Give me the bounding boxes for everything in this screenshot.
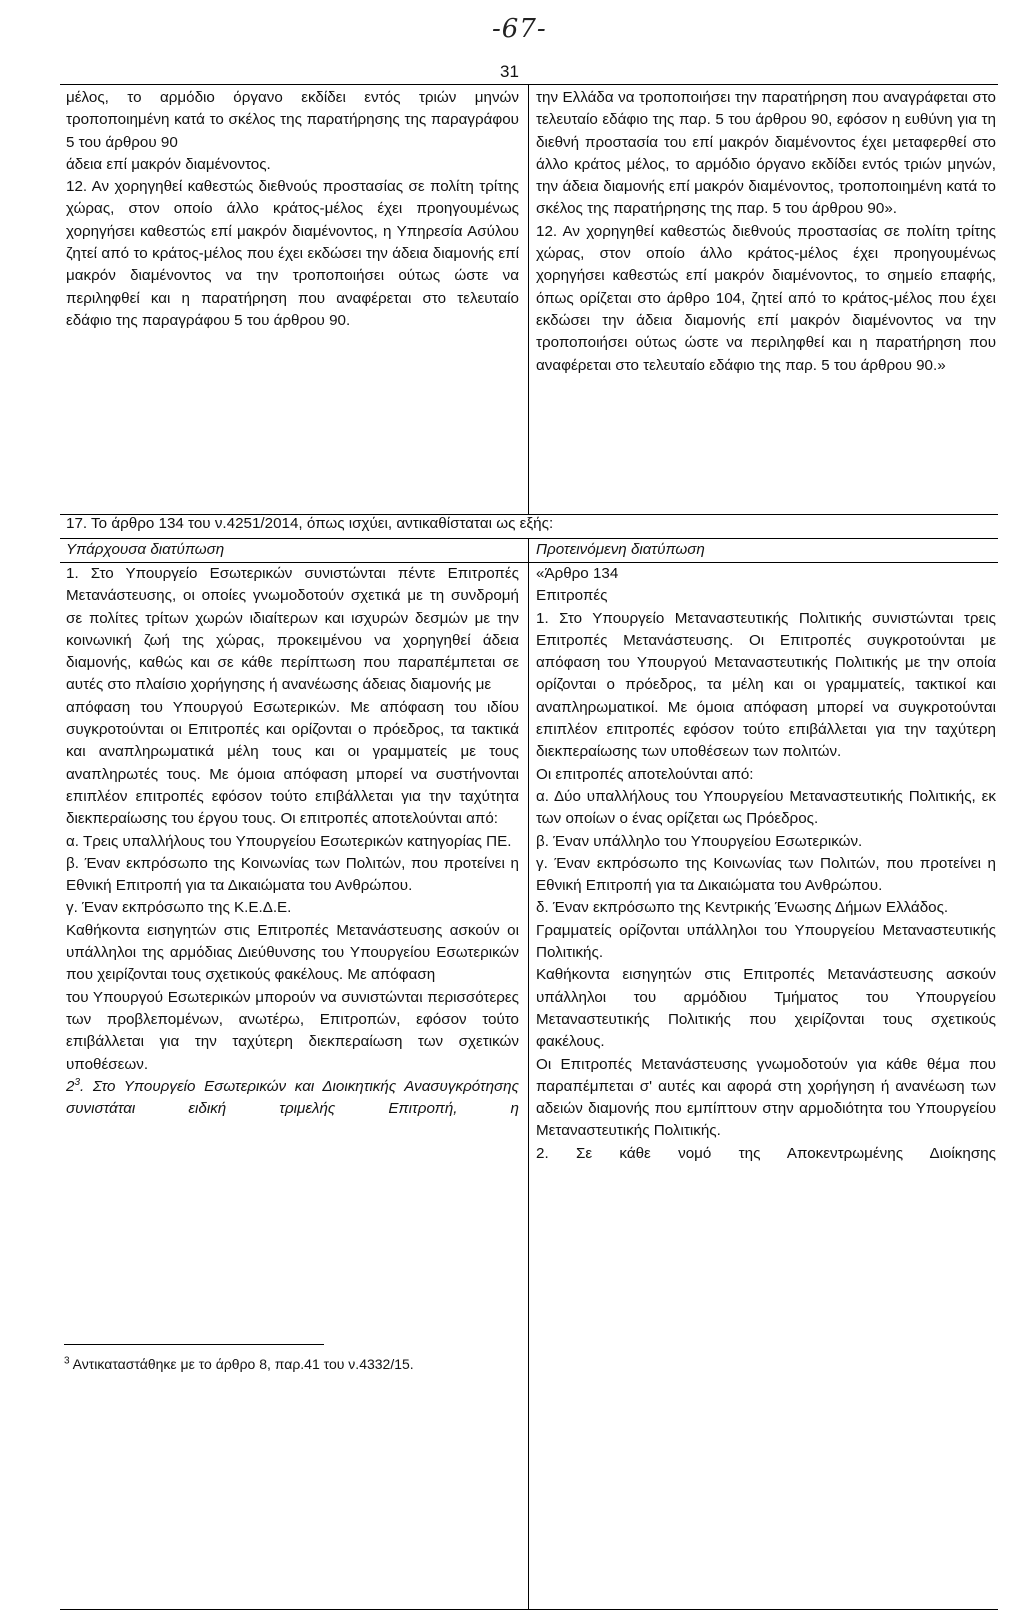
paragraph: την Ελλάδα να τροποποιήσει την παρατήρηση που αναγράφεται στο τελευταίο εδάφιο της παρ. 5 του άρθρου 90, εφόσον η ευθύνη για τη διεθνή προστασία του επί μακρόν διαμένοντος έχει μεταφερθεί στο άλλο κράτος μέλος, το αρμόδιο όργανο εκδίδει εντός τριών μηνών, την άδεια διαμονής επί μακρόν διαμένοντος, τροποποιημένη κατά το σκέλος της παρατήρησης της παρ. 5 του άρθρου 90». <box>536 89 996 218</box>
bottom-right-column <box>536 563 996 1165</box>
page-number: 31 <box>500 62 519 81</box>
paragraph: 12. Αν χορηγηθεί καθεστώς διεθνούς προστασίας σε πολίτη τρίτης χώρας, στον οποίο άλλο κράτος-μέλος έχει προηγουμένως χορηγήσει καθεστώς επί μακρόν διαμένοντος, η Υπηρεσία Ασύλου ζητεί από το κράτος-μέλος που έχει εκδώσει την άδεια διαμονής επί μακρόν διαμένοντος να την τροποποιήσει ούτως ώστε να περιληφθεί και η παρατήρηση που αναφέρεται στο τελευταίο εδάφιο της παραγράφου 5 του άρθρου 90. <box>66 178 519 329</box>
paragraph: Οι επιτροπές αποτελούνται από: <box>536 765 754 783</box>
paragraph: β. Έναν εκπρόσωπο της Κοινωνίας των Πολιτών, που προτείνει η Εθνική Επιτροπή για τα Δικαιώματα του Ανθρώπου. <box>66 854 519 895</box>
paragraph: γ. Έναν εκπρόσωπο της Κ.Ε.Δ.Ε. <box>66 899 292 917</box>
paragraph: 12. Αν χορηγηθεί καθεστώς διεθνούς προστασίας σε πολίτη τρίτης χώρας, στον οποίο άλλο κράτος-μέλος έχει προηγουμένως χορηγήσει καθεστώς επί μακρόν διαμένοντος, το σημείο επαφής, όπως ορίζεται στο άρθρο 104, ζητεί από το κράτος-μέλος που έχει εκδώσει την άδεια διαμονής επί μακρόν διαμένοντος να την τροποποιήσει ούτως ώστε να περιληφθεί και η παρατήρηση που αναφέρεται στο τελευταίο εδάφιο της παρ. 5 του άρθρου 90.» <box>536 222 996 374</box>
paragraph: Καθήκοντα εισηγητών στις Επιτροπές Μετανάστευσης ασκούν υπάλληλοι του αρμόδιου Τμήματος του Υπουργείου Μεταναστευτικής Πολιτικής που χειρίζονται τους σχετικούς φακέλους. <box>536 966 996 1051</box>
paragraph: 1. Στο Υπουργείο Μεταναστευτικής Πολιτικής συνιστώνται τρεις Επιτροπές Μετανάστευσης. Οι Επιτροπές συγκροτούνται με απόφαση του Υπουργού Μεταναστευτικής Πολιτικής με την οποία ορίζονται ο πρόεδρος, τα μέλη και οι γραμματείς, τακτικοί και αναπληρωματικοί. Με όμοια απόφαση μπορεί να συγκροτούνται επιπλέον επιτροπές εφόσον τούτο επιβάλλεται για την ταχύτερη διεκπεραίωσης των υποθέσεων των πολιτών. <box>536 609 996 761</box>
top-column-divider <box>528 84 529 514</box>
paragraph: Οι Επιτροπές Μετανάστευσης γνωμοδοτούν για κάθε θέμα που παραπέμπεται σ' αυτές και αφορά στη χορήγηση ή ανανέωση των αδειών διαμονής που εμπίπτουν στην αρμοδιότητα του Υπουργείου Μεταναστευτικής Πολιτικής. <box>536 1055 996 1140</box>
section-heading: 17. Το άρθρο 134 του ν.4251/2014, όπως ισχύει, αντικαθίσταται ως εξής: <box>66 515 554 532</box>
paragraph: Γραμματείς ορίζονται υπάλληλοι του Υπουργείου Μεταναστευτικής Πολιτικής. <box>536 921 996 962</box>
paragraph: δ. Έναν εκπρόσωπο της Κεντρικής Ένωσης Δήμων Ελλάδος. <box>536 899 949 917</box>
paragraph: μέλος, το αρμόδιο όργανο εκδίδει εντός τριών μηνών τροποποιημένη κατά το σκέλος της παρατήρησης της παραγράφου 5 του άρθρου 90 <box>66 89 519 151</box>
footnote-mark: 3 <box>64 1355 70 1367</box>
top-left-column <box>66 87 519 332</box>
paragraph: α. Τρεις υπαλλήλους του Υπουργείου Εσωτερικών κατηγορίας ΠΕ. <box>66 832 512 850</box>
footnote-text: Αντικαταστάθηκε με το άρθρο 8, παρ.41 του ν.4332/15. <box>69 1356 414 1372</box>
paragraph: 2. Σε κάθε νομό της Αποκεντρωμένης Διοίκησης <box>536 1144 996 1162</box>
column-header-right: Προτεινόμενη διατύπωση <box>536 541 705 558</box>
handwritten-page-mark: -67- <box>492 14 547 44</box>
paragraph: Καθήκοντα εισηγητών στις Επιτροπές Μετανάστευσης ασκούν οι υπάλληλοι της αρμόδιας Διεύθυνσης του Υπουργείου Εσωτερικών που χειρίζονται τους σχετικούς φακέλους. Με απόφαση <box>66 921 519 984</box>
paragraph: β. Έναν υπάλληλο του Υπουργείου Εσωτερικών. <box>536 832 863 850</box>
paragraph-italic <box>66 1076 519 1121</box>
paragraph: Επιτροπές <box>536 587 608 605</box>
paragraph: α. Δύο υπαλλήλους του Υπουργείου Μεταναστευτικής Πολιτικής, εκ των οποίων ο ένας ορίζεται ως Πρόεδρος. <box>536 787 996 828</box>
footnote-rule <box>64 1344 324 1345</box>
paragraph: άδεια επί μακρόν διαμένοντος. <box>66 155 271 173</box>
paragraph: του Υπουργού Εσωτερικών μπορούν να συνιστώνται περισσότερες των προβλεπομένων, ανωτέρω, Επιτροπών, εφόσον τούτο επιβάλλεται για την ταχύτερη διεκπεραίωση των σχετικών υποθέσεων. <box>66 988 519 1073</box>
paragraph: «Άρθρο 134 <box>536 565 619 582</box>
top-right-column <box>536 87 996 377</box>
top-table-border <box>60 84 998 85</box>
paragraph: 1. Στο Υπουργείο Εσωτερικών συνιστώνται πέντε Επιτροπές Μετανάστευσης, οι οποίες γνωμοδοτούν σχετικά με τη συνδρομή σε πολίτες τρίτων χωρών ιδιαίτερων και ισχυρών δεσμών με την κοινωνική ζωή της χώρας, προκειμένου να χορηγηθεί άδεια διαμονής, καθώς και σε κάθε περίπτωση που παραπέμπεται σε αυτές στο πλαίσιο χορήγησης ή ανανέωσης άδειας διαμονής με <box>66 565 519 694</box>
paragraph: απόφαση του Υπουργού Εσωτερικών. Με απόφαση του ιδίου συγκροτούνται οι Επιτροπές και ορίζονται ο πρόεδρος, τα τακτικά και αναπληρωματικά μέλη τους και οι γραμματείς με τους αναπληρωτές τους. Με όμοια απόφαση μπορεί να συστήνονται επιπλέον επιτροπές εφόσον τούτο επιβάλλεται για την ταχύτητα διεκπεραίωσης του έργου τους. Οι επιτροπές αποτελούνται από: <box>66 698 519 828</box>
footnote <box>64 1356 414 1372</box>
paragraph-number: 2 <box>66 1077 75 1095</box>
footnote-ref: 3 <box>74 1076 81 1088</box>
paragraph: γ. Έναν εκπρόσωπο της Κοινωνίας των Πολιτών, που προτείνει η Εθνική Επιτροπή για τα Δικαιώματα του Ανθρώπου. <box>536 854 996 895</box>
bottom-column-divider <box>528 538 529 1610</box>
paragraph-text: . Στο Υπουργείο Εσωτερικών και Διοικητικής Ανασυγκρότησης συνιστάται ειδική τριμελής Επιτροπή, η <box>66 1077 519 1118</box>
bottom-left-column <box>66 563 519 1120</box>
column-header-left: Υπάρχουσα διατύπωση <box>66 541 225 558</box>
